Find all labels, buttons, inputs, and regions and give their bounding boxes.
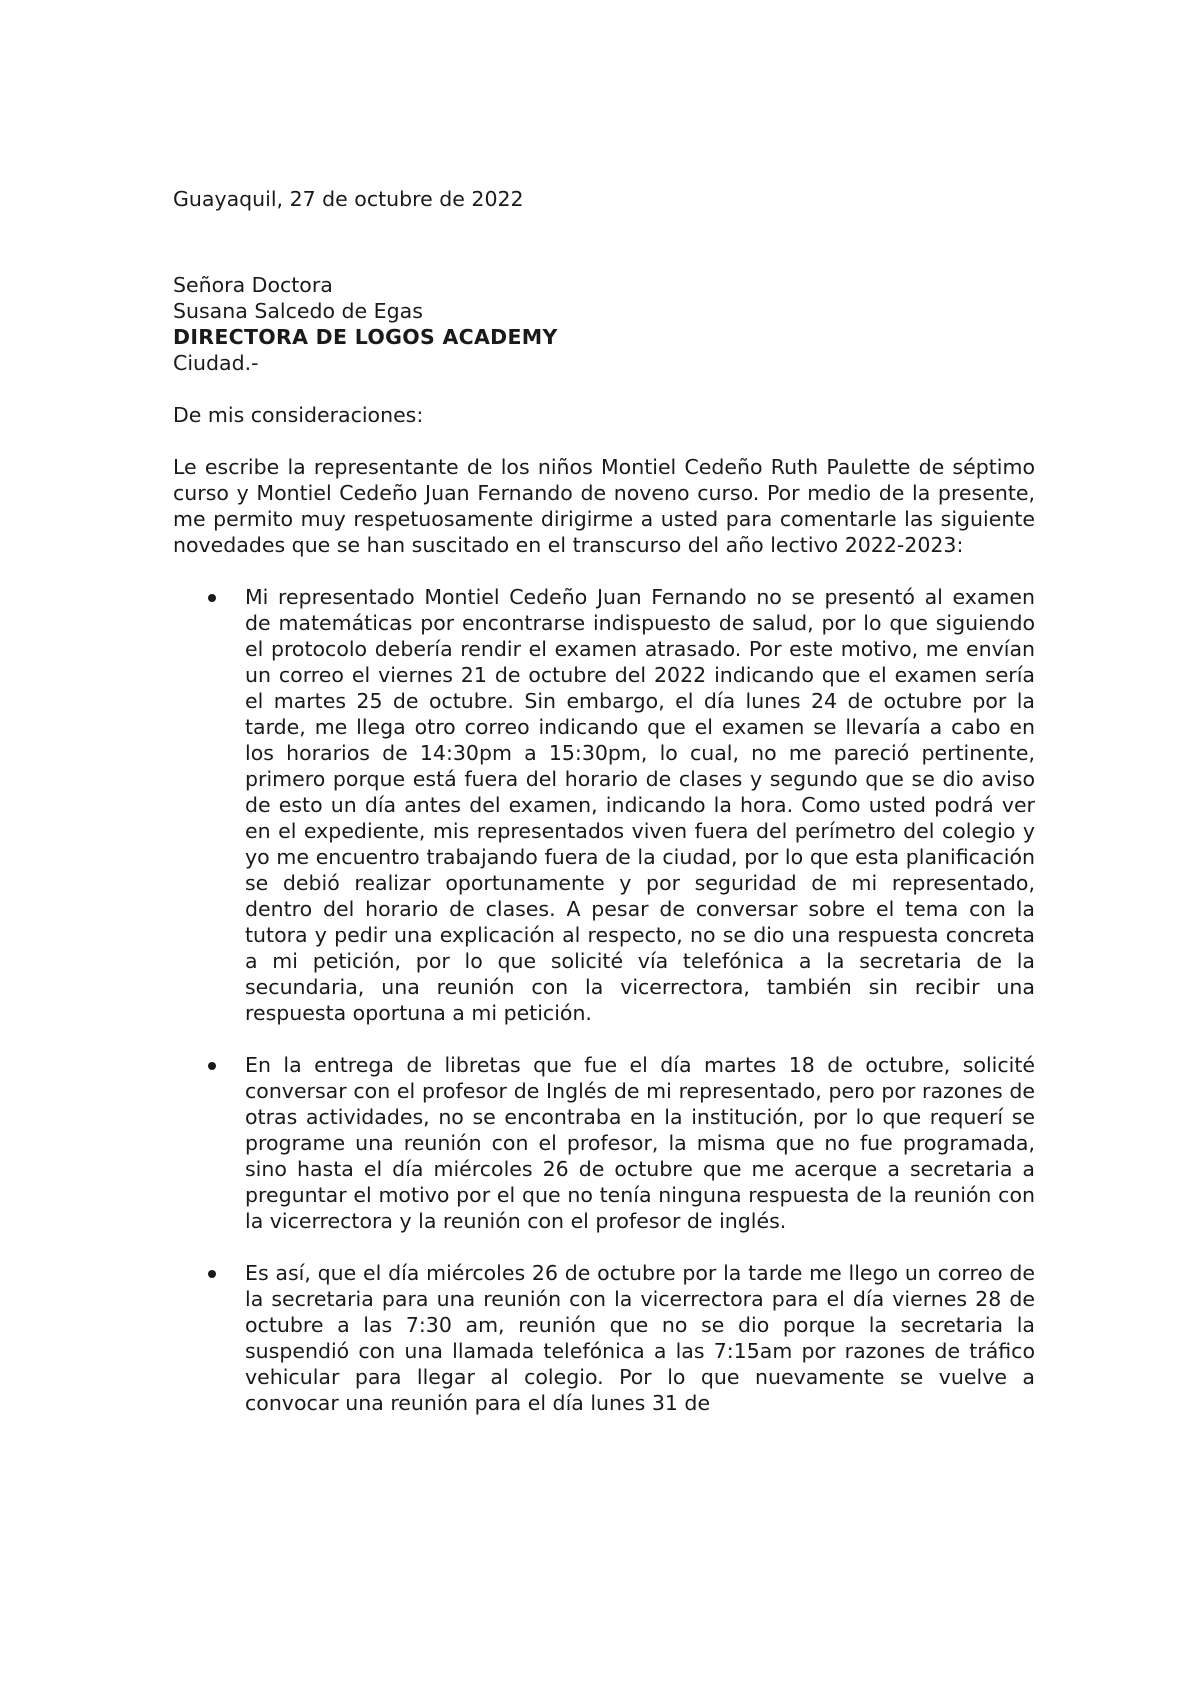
list-item <box>173 1052 1035 1234</box>
recipient-block <box>173 272 1035 376</box>
list-item-text: En la entrega de libretas que fue el día martes 18 de octubre, solicité conversar con el profesor de Inglés de mi representado, pero por razones de otras actividades, no se encontraba en la institución, por lo que requerí se programe una reunión con el profesor, la misma que no fue programada, sino hasta el día miércoles 26 de octubre que me acerque a secretaria a preguntar el motivo por el que no tenía ninguna respuesta de la reunión con la vicerrectora y la reunión con el profesor de inglés. <box>245 1053 1035 1233</box>
bullet-icon <box>208 1062 216 1070</box>
letter-body <box>173 186 1035 1442</box>
bullet-icon <box>208 1270 216 1278</box>
recipient-name: Susana Salcedo de Egas <box>173 299 423 323</box>
salutation: De mis consideraciones: <box>173 403 424 427</box>
list-item <box>173 1260 1035 1416</box>
list-item <box>173 584 1035 1026</box>
recipient-title: Señora Doctora <box>173 273 333 297</box>
bullet-list <box>173 584 1035 1416</box>
list-item-text: Es así, que el día miércoles 26 de octubre por la tarde me llego un correo de la secretaria para una reunión con la vicerrectora para el día viernes 28 de octubre a las 7:30 am, reunión que no se dio porque la secretaria la suspendió con una llamada telefónica a las 7:15am por razones de tráfico vehicular para llegar al colegio. Por lo que nuevamente se vuelve a convocar una reunión para el día lunes 31 de <box>245 1261 1035 1415</box>
bullet-icon <box>208 594 216 602</box>
list-item-text: Mi representado Montiel Cedeño Juan Fernando no se presentó al examen de matemáticas por encontrarse indispuesto de salud, por lo que siguiendo el protocolo debería rendir el examen atrasado. Por este motivo, me envían un correo el viernes 21 de octubre del 2022 indicando que el examen sería el martes 25 de octubre. Sin embargo, el día lunes 24 de octubre por la tarde, me llega otro correo indicando que el examen se llevaría a cabo en los horarios de 14:30pm a 15:30pm, lo cual, no me pareció pertinente, primero porque está fuera del horario de clases y segundo que se dio aviso de esto un día antes del examen, indicando la hora. Como usted podrá ver en el expediente, mis representados viven fuera del perímetro del colegio y yo me encuentro trabajando fuera de la ciudad, por lo que esta planificación se debió realizar oportunamente y por seguridad de mi representado, dentro del horario de clases. A pesar de conversar sobre el tema con la tutora y pedir una explicación al respecto, no se dio una respuesta concreta a mi petición, por lo que solicité vía telefónica a la secretaria de la secundaria, una reunión con la vicerrectora, también sin recibir una respuesta oportuna a mi petición. <box>245 585 1035 1025</box>
recipient-position: DIRECTORA DE LOGOS ACADEMY <box>173 325 558 349</box>
recipient-city: Ciudad.- <box>173 351 259 375</box>
letter-date: Guayaquil, 27 de octubre de 2022 <box>173 187 524 211</box>
intro-paragraph: Le escribe la representante de los niños Montiel Cedeño Ruth Paulette de séptimo curso y Montiel Cedeño Juan Fernando de noveno curso. Por medio de la presente, me permito muy respetuosamente dirigirme a usted para comentarle las siguiente novedades que se han suscitado en el transcurso del año lectivo 2022-2023: <box>173 455 1035 557</box>
